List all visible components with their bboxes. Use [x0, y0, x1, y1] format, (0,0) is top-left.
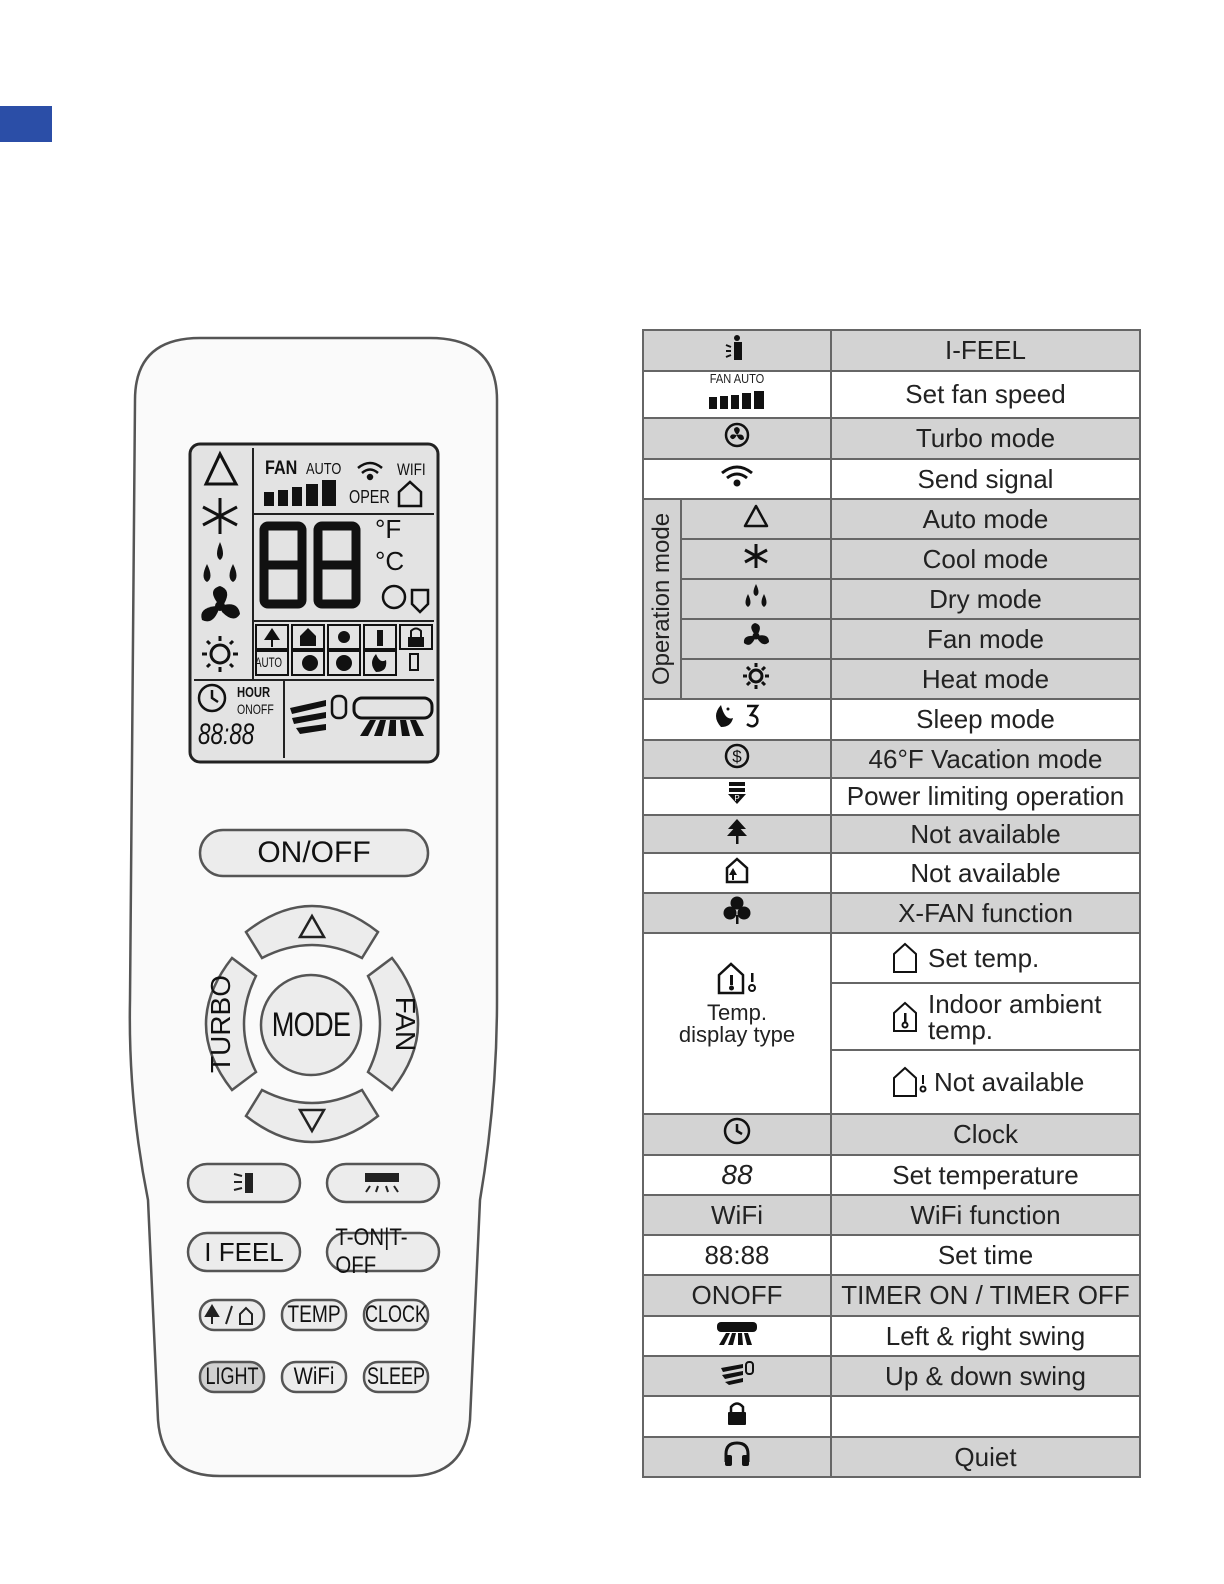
temp-display-type-cell [643, 933, 831, 1114]
timer-button[interactable]: T-ON|T-OFF [335, 1224, 408, 1279]
mode-button[interactable]: MODE [271, 1005, 351, 1044]
lcd-unit-c: °C [375, 546, 405, 576]
lcd-hour-label: HOUR [237, 684, 271, 701]
lcd-auto-small: AUTO [255, 654, 283, 670]
power-limit-icon [724, 780, 750, 806]
quiet-icon [722, 1440, 752, 1468]
fan-button[interactable]: FAN [390, 996, 421, 1052]
legend-text: Set temperature [831, 1155, 1140, 1195]
legend-icon-cell [643, 740, 831, 778]
set-time-icon-text: 88:88 [643, 1235, 831, 1275]
auto-mode-icon [741, 503, 771, 529]
lcd-time: 88:88 [198, 718, 255, 751]
set-temp-text: Set temp. [928, 942, 1040, 973]
legend-text: Up & down swing [831, 1356, 1140, 1396]
signal-icon [719, 463, 755, 489]
turbo-icon [724, 422, 750, 448]
lcd-wifi-label: WIFI [397, 460, 426, 479]
svg-text:P: P [734, 794, 740, 803]
legend-text: TIMER ON / TIMER OFF [831, 1275, 1140, 1316]
indoor-temp-line-2: temp. [928, 1014, 994, 1045]
legend-icon-cell [643, 778, 831, 815]
fan-speed-bars-icon [707, 390, 767, 410]
legend-text [831, 1396, 1140, 1437]
legend-icon-cell [643, 1437, 831, 1477]
lcd-auto-label: AUTO [306, 461, 342, 478]
set-temperature-icon-text: 88 [643, 1155, 831, 1195]
clock-button[interactable]: CLOCK [364, 1301, 428, 1328]
legend-icon-cell [643, 459, 831, 499]
legend-text: I-FEEL [831, 330, 1140, 371]
legend-text: Quiet [831, 1437, 1140, 1477]
house-outdoor-thermometer-icon [892, 1066, 928, 1098]
sleep-button[interactable]: SLEEP [366, 1363, 426, 1390]
fan-icon [741, 621, 771, 651]
legend-icon-cell [643, 1396, 831, 1437]
xfan-icon [722, 895, 752, 925]
legend-text: Set fan speed [831, 371, 1140, 418]
i-feel-button[interactable]: I FEEL [204, 1236, 284, 1267]
sleep-icon [709, 702, 765, 730]
legend-icon-cell [643, 815, 831, 853]
legend-text: Sleep mode [831, 699, 1140, 740]
light-button[interactable]: LIGHT [205, 1363, 259, 1390]
legend-text: Dry mode [831, 579, 1140, 619]
ud-swing-icon [719, 1360, 755, 1386]
legend-text: Turbo mode [831, 418, 1140, 459]
temp-display-label-1: Temp. [707, 1000, 767, 1025]
on-off-button[interactable]: ON/OFF [257, 836, 371, 869]
i-feel-icon [722, 333, 752, 361]
temp-display-label-2: display type [678, 1022, 796, 1047]
temp-display-icon [715, 961, 759, 995]
not-available-text: Not available [934, 1066, 1085, 1097]
legend-icon-cell [643, 893, 831, 933]
house-thermometer-icon [892, 1001, 918, 1033]
legend-text: 46°F Vacation mode [831, 740, 1140, 778]
legend-text: Clock [831, 1114, 1140, 1155]
legend-icon-cell [681, 659, 831, 699]
turbo-button[interactable]: TURBO [205, 975, 236, 1073]
set-temp-cell [831, 933, 1140, 983]
legend-icon-cell [681, 619, 831, 659]
outdoor-temp-cell [831, 1050, 1140, 1114]
temp-button[interactable]: TEMP [287, 1301, 341, 1328]
lr-swing-icon [714, 1319, 760, 1347]
sun-icon [741, 661, 771, 691]
wifi-button[interactable]: WiFi [293, 1363, 335, 1390]
legend-icon-cell [643, 699, 831, 740]
legend-text: X-FAN function [831, 893, 1140, 933]
legend-text: Cool mode [831, 539, 1140, 579]
legend-icon-cell [643, 1114, 831, 1155]
indoor-temp-cell [831, 983, 1140, 1050]
legend-text: Fan mode [831, 619, 1140, 659]
snowflake-icon [742, 542, 770, 570]
legend-icon-cell [643, 371, 831, 418]
dollar-icon [723, 742, 751, 770]
legend-icon-cell [681, 539, 831, 579]
onoff-icon-text: ONOFF [643, 1275, 831, 1316]
icon-legend-table [642, 329, 1141, 1478]
legend-icon-cell [643, 330, 831, 371]
operation-mode-label: Operation mode [648, 512, 675, 686]
legend-text: Not available [831, 815, 1140, 853]
legend-icon-cell [643, 853, 831, 893]
legend-text: Send signal [831, 459, 1140, 499]
lcd-unit-f: °F [375, 514, 402, 544]
legend-text: Set time [831, 1235, 1140, 1275]
legend-text: Power limiting operation [831, 778, 1140, 815]
fan-speed-icon-text: FAN AUTO [709, 371, 765, 386]
lcd-oper-label: OPER [349, 487, 390, 507]
legend-text: Heat mode [831, 659, 1140, 699]
house-tree-icon [723, 856, 751, 884]
legend-icon-cell [643, 1316, 831, 1356]
legend-icon-cell [643, 1356, 831, 1396]
legend-text: WiFi function [831, 1195, 1140, 1235]
house-outline-icon [892, 942, 918, 974]
legend-text: Auto mode [831, 499, 1140, 539]
legend-text: Left & right swing [831, 1316, 1140, 1356]
indoor-temp-line-1: Indoor ambient [928, 988, 1102, 1019]
lcd-onoff-label: ONOFF [237, 701, 274, 717]
tree-icon [724, 817, 750, 845]
legend-text: Not available [831, 853, 1140, 893]
legend-icon-cell [643, 418, 831, 459]
svg-text:$: $ [732, 746, 742, 766]
drops-icon [741, 582, 771, 610]
clock-icon [722, 1116, 752, 1146]
lcd-fan-label: FAN [265, 458, 298, 479]
legend-icon-cell [681, 579, 831, 619]
lock-icon [725, 1399, 749, 1427]
legend-icon-cell [681, 499, 831, 539]
wifi-icon-text: WiFi [643, 1195, 831, 1235]
operation-mode-group [643, 499, 681, 699]
